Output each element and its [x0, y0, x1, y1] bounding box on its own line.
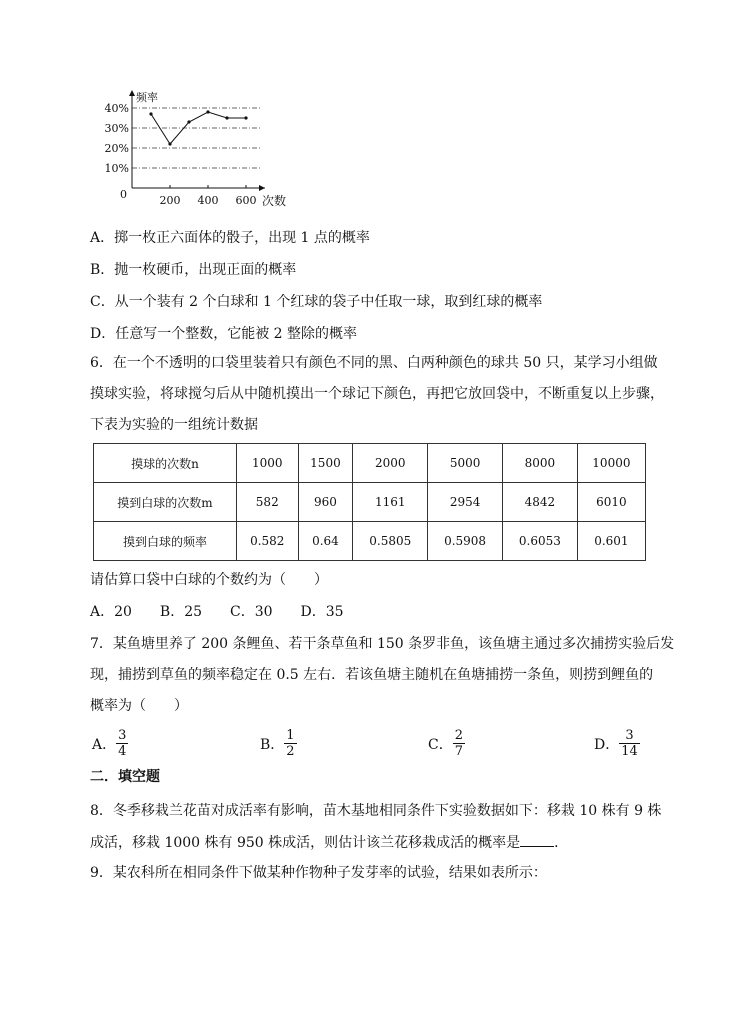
q7-line-1: 7．某鱼塘里养了 200 条鲤鱼、若干条草鱼和 150 条罗非鱼，该鱼塘主通过多次捕捞实验后发 — [90, 636, 675, 652]
fraction — [284, 728, 296, 759]
q6-options: A．20 B．25 C．30 D．35 — [90, 604, 344, 620]
q5-option-c: C．从一个装有 2 个白球和 1 个红球的袋子中任取一球，取到红球的概率 — [90, 294, 543, 310]
table-row — [94, 522, 646, 561]
table-cell: 1500 — [298, 444, 353, 483]
numerator: 3 — [619, 728, 640, 744]
q8-end: ． — [554, 835, 569, 851]
answer-blank — [520, 832, 554, 847]
table-row — [94, 444, 646, 483]
chart-axes — [129, 90, 265, 191]
data-point — [149, 112, 152, 115]
table-cell: 0.5908 — [428, 522, 503, 561]
denominator: 7 — [454, 744, 463, 759]
option-label: C． — [428, 736, 453, 753]
q5-option-d: D．任意写一个整数，它能被 2 整除的概率 — [90, 326, 358, 342]
table-cell: 摸球的次数n — [94, 444, 237, 483]
y-axis-arrow — [129, 90, 135, 96]
table-cell: 0.6053 — [502, 522, 577, 561]
q5-option-b: B．抛一枚硬币，出现正面的概率 — [90, 262, 297, 278]
q6-line-1: 6．在一个不透明的口袋里装着只有颜色不同的黑、白两种颜色的球共 50 只，某学习小组做 — [90, 355, 658, 371]
table-cell: 10000 — [577, 444, 645, 483]
x-tick-label: 400 — [197, 194, 219, 207]
q7-option-c — [428, 728, 465, 759]
q8-line-2 — [90, 832, 568, 853]
x-axis-label: 次数 — [262, 194, 287, 208]
x-tick-label: 200 — [159, 194, 181, 207]
y-tick-label: 10% — [104, 162, 129, 175]
fraction — [116, 728, 128, 759]
fraction — [619, 728, 640, 759]
denominator: 2 — [286, 744, 295, 759]
numerator: 2 — [454, 728, 463, 743]
q9-line: 9．某农科所在相同条件下做某种作物种子发芽率的试验，结果如表所示： — [90, 865, 547, 881]
y-tick-label: 30% — [104, 122, 129, 135]
x-tick-label: 600 — [235, 194, 257, 207]
q7-line-2: 现，捕捞到草鱼的频率稳定在 0.5 左右．若该鱼塘主随机在鱼塘捕捞一条鱼，则捞到鲤鱼的 — [90, 667, 654, 683]
table-cell: 8000 — [502, 444, 577, 483]
q6-line-2: 摸球实验，将球搅匀后从中随机摸出一个球记下颜色，再把它放回袋中，不断重复以上步骤， — [90, 386, 664, 402]
option-label: B． — [260, 736, 285, 753]
data-point — [225, 116, 228, 119]
table-cell: 0.5805 — [353, 522, 428, 561]
table-cell: 0.582 — [237, 522, 299, 561]
denominator: 4 — [118, 744, 127, 759]
y-tick-label: 20% — [104, 142, 129, 155]
data-point — [168, 142, 171, 145]
data-point — [244, 116, 247, 119]
table-cell: 0.601 — [577, 522, 645, 561]
table-cell: 960 — [298, 483, 353, 522]
q8-line-1: 8．冬季移栽兰花苗对成活率有影响，苗木基地相同条件下实验数据如下：移栽 10 株有 9 株 — [90, 803, 662, 819]
q8-text: 成活，移栽 1000 株有 950 株成活，则估计该兰花移栽成活的概率是 — [90, 835, 521, 851]
table-cell: 摸到白球的次数m — [94, 483, 237, 522]
table-cell: 2954 — [428, 483, 503, 522]
y-tick-label: 40% — [104, 102, 129, 115]
q6-line-3: 下表为实验的一组统计数据 — [90, 417, 258, 433]
q7-option-a — [92, 728, 128, 759]
option-label: D． — [594, 736, 620, 753]
option-label: A． — [92, 736, 117, 753]
data-point — [206, 110, 209, 113]
x-axis-arrow — [259, 185, 265, 191]
table-row — [94, 483, 646, 522]
origin-label: 0 — [120, 188, 127, 201]
q7-option-b — [260, 728, 297, 759]
table-cell: 1161 — [353, 483, 428, 522]
q6-question: 请估算口袋中白球的个数约为（ ） — [90, 572, 328, 588]
q7-option-d — [594, 728, 640, 759]
numerator: 3 — [118, 728, 127, 743]
table-cell: 1000 — [237, 444, 299, 483]
frequency-line-chart — [95, 88, 295, 213]
table-cell: 4842 — [502, 483, 577, 522]
chart-grid — [132, 108, 260, 168]
numerator: 1 — [286, 728, 295, 743]
y-axis-label: 频率 — [136, 91, 158, 104]
table-cell: 2000 — [353, 444, 428, 483]
table-cell: 0.64 — [298, 522, 353, 561]
table-cell: 6010 — [577, 483, 645, 522]
table-cell: 5000 — [428, 444, 503, 483]
table-cell: 摸到白球的频率 — [94, 522, 237, 561]
section-title: 二．填空题 — [90, 769, 160, 785]
data-point — [187, 120, 190, 123]
q6-data-table — [93, 443, 646, 561]
fraction — [453, 728, 465, 759]
q7-line-3: 概率为（ ） — [90, 698, 188, 714]
q5-option-a: A．掷一枚正六面体的骰子，出现 1 点的概率 — [90, 230, 370, 246]
table-cell: 582 — [237, 483, 299, 522]
denominator: 14 — [621, 744, 638, 759]
